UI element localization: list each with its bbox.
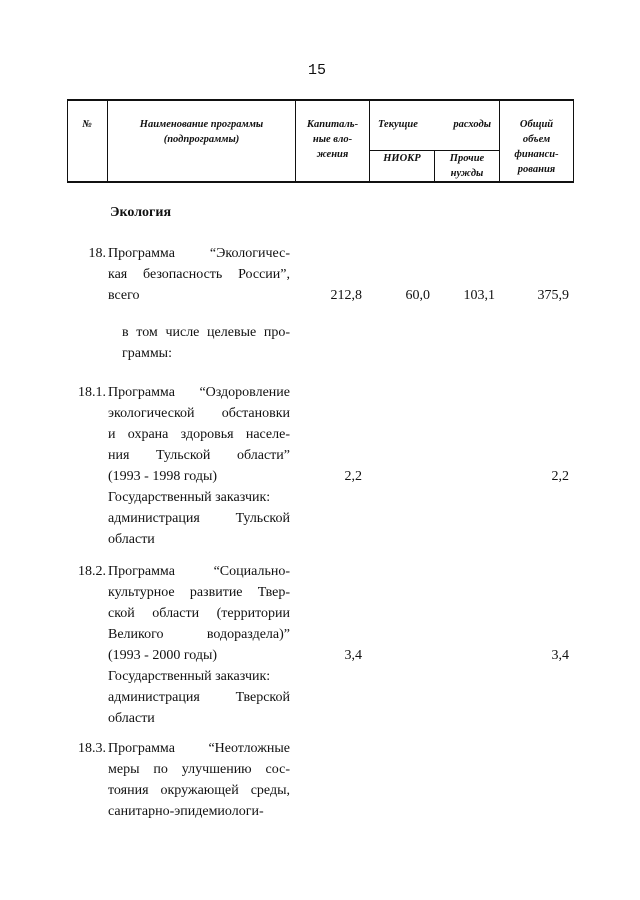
total-value: 2,2 bbox=[551, 469, 569, 484]
row-number: 18.1. bbox=[78, 385, 106, 400]
other-value: 103,1 bbox=[463, 288, 495, 303]
section-title: Экология bbox=[110, 205, 172, 220]
border-right bbox=[573, 99, 574, 183]
header-niokr: НИОКР bbox=[383, 153, 421, 164]
divider-cap-cur bbox=[369, 99, 370, 183]
row-number: 18. bbox=[88, 246, 106, 261]
niokr-value: 60,0 bbox=[405, 288, 430, 303]
row-number: 18.3. bbox=[78, 741, 106, 756]
capital-value: 2,2 bbox=[344, 469, 362, 484]
header-bottom-border bbox=[67, 181, 574, 183]
total-value: 3,4 bbox=[551, 648, 569, 663]
row-number: 18.2. bbox=[78, 564, 106, 579]
header-capital: Капиталь- ные вло- жения bbox=[306, 119, 359, 160]
row-name: в том числе целевые про- граммы: bbox=[122, 325, 290, 361]
page-number: 15 bbox=[307, 62, 326, 79]
row-name: Программа “Неотложные меры по улучшению сос- тояния окружающей среды, санитарно-эпидемиологи- bbox=[108, 741, 290, 819]
header-current: Текущие расходы bbox=[378, 119, 491, 130]
border-left bbox=[67, 99, 68, 183]
header-other: Прочие нужды bbox=[449, 153, 485, 179]
row-name: Программа “Оздоровление экологической обстановки и охрана здоровья населе- ния Тульской области” (1993 - 1998 годы) Государственный заказчик: администрация Тульской области bbox=[108, 385, 290, 547]
header-total: Общий объем финанси- рования bbox=[514, 119, 559, 175]
header-no: № bbox=[82, 119, 92, 130]
header-top-border bbox=[67, 99, 574, 101]
row-name: Программа “Экологичес- кая безопасность России”, всего bbox=[108, 246, 290, 303]
total-value: 375,9 bbox=[537, 288, 569, 303]
capital-value: 212,8 bbox=[330, 288, 362, 303]
capital-value: 3,4 bbox=[344, 648, 362, 663]
header-name: Наименование программы (подпрограммы) bbox=[139, 119, 264, 145]
row-name: Программа “Социально- культурное развитие Твер- ской области (территории Великого водораздела)” (1993 - 2000 годы) Государственный заказчик: администрация Тверской области bbox=[108, 564, 290, 726]
